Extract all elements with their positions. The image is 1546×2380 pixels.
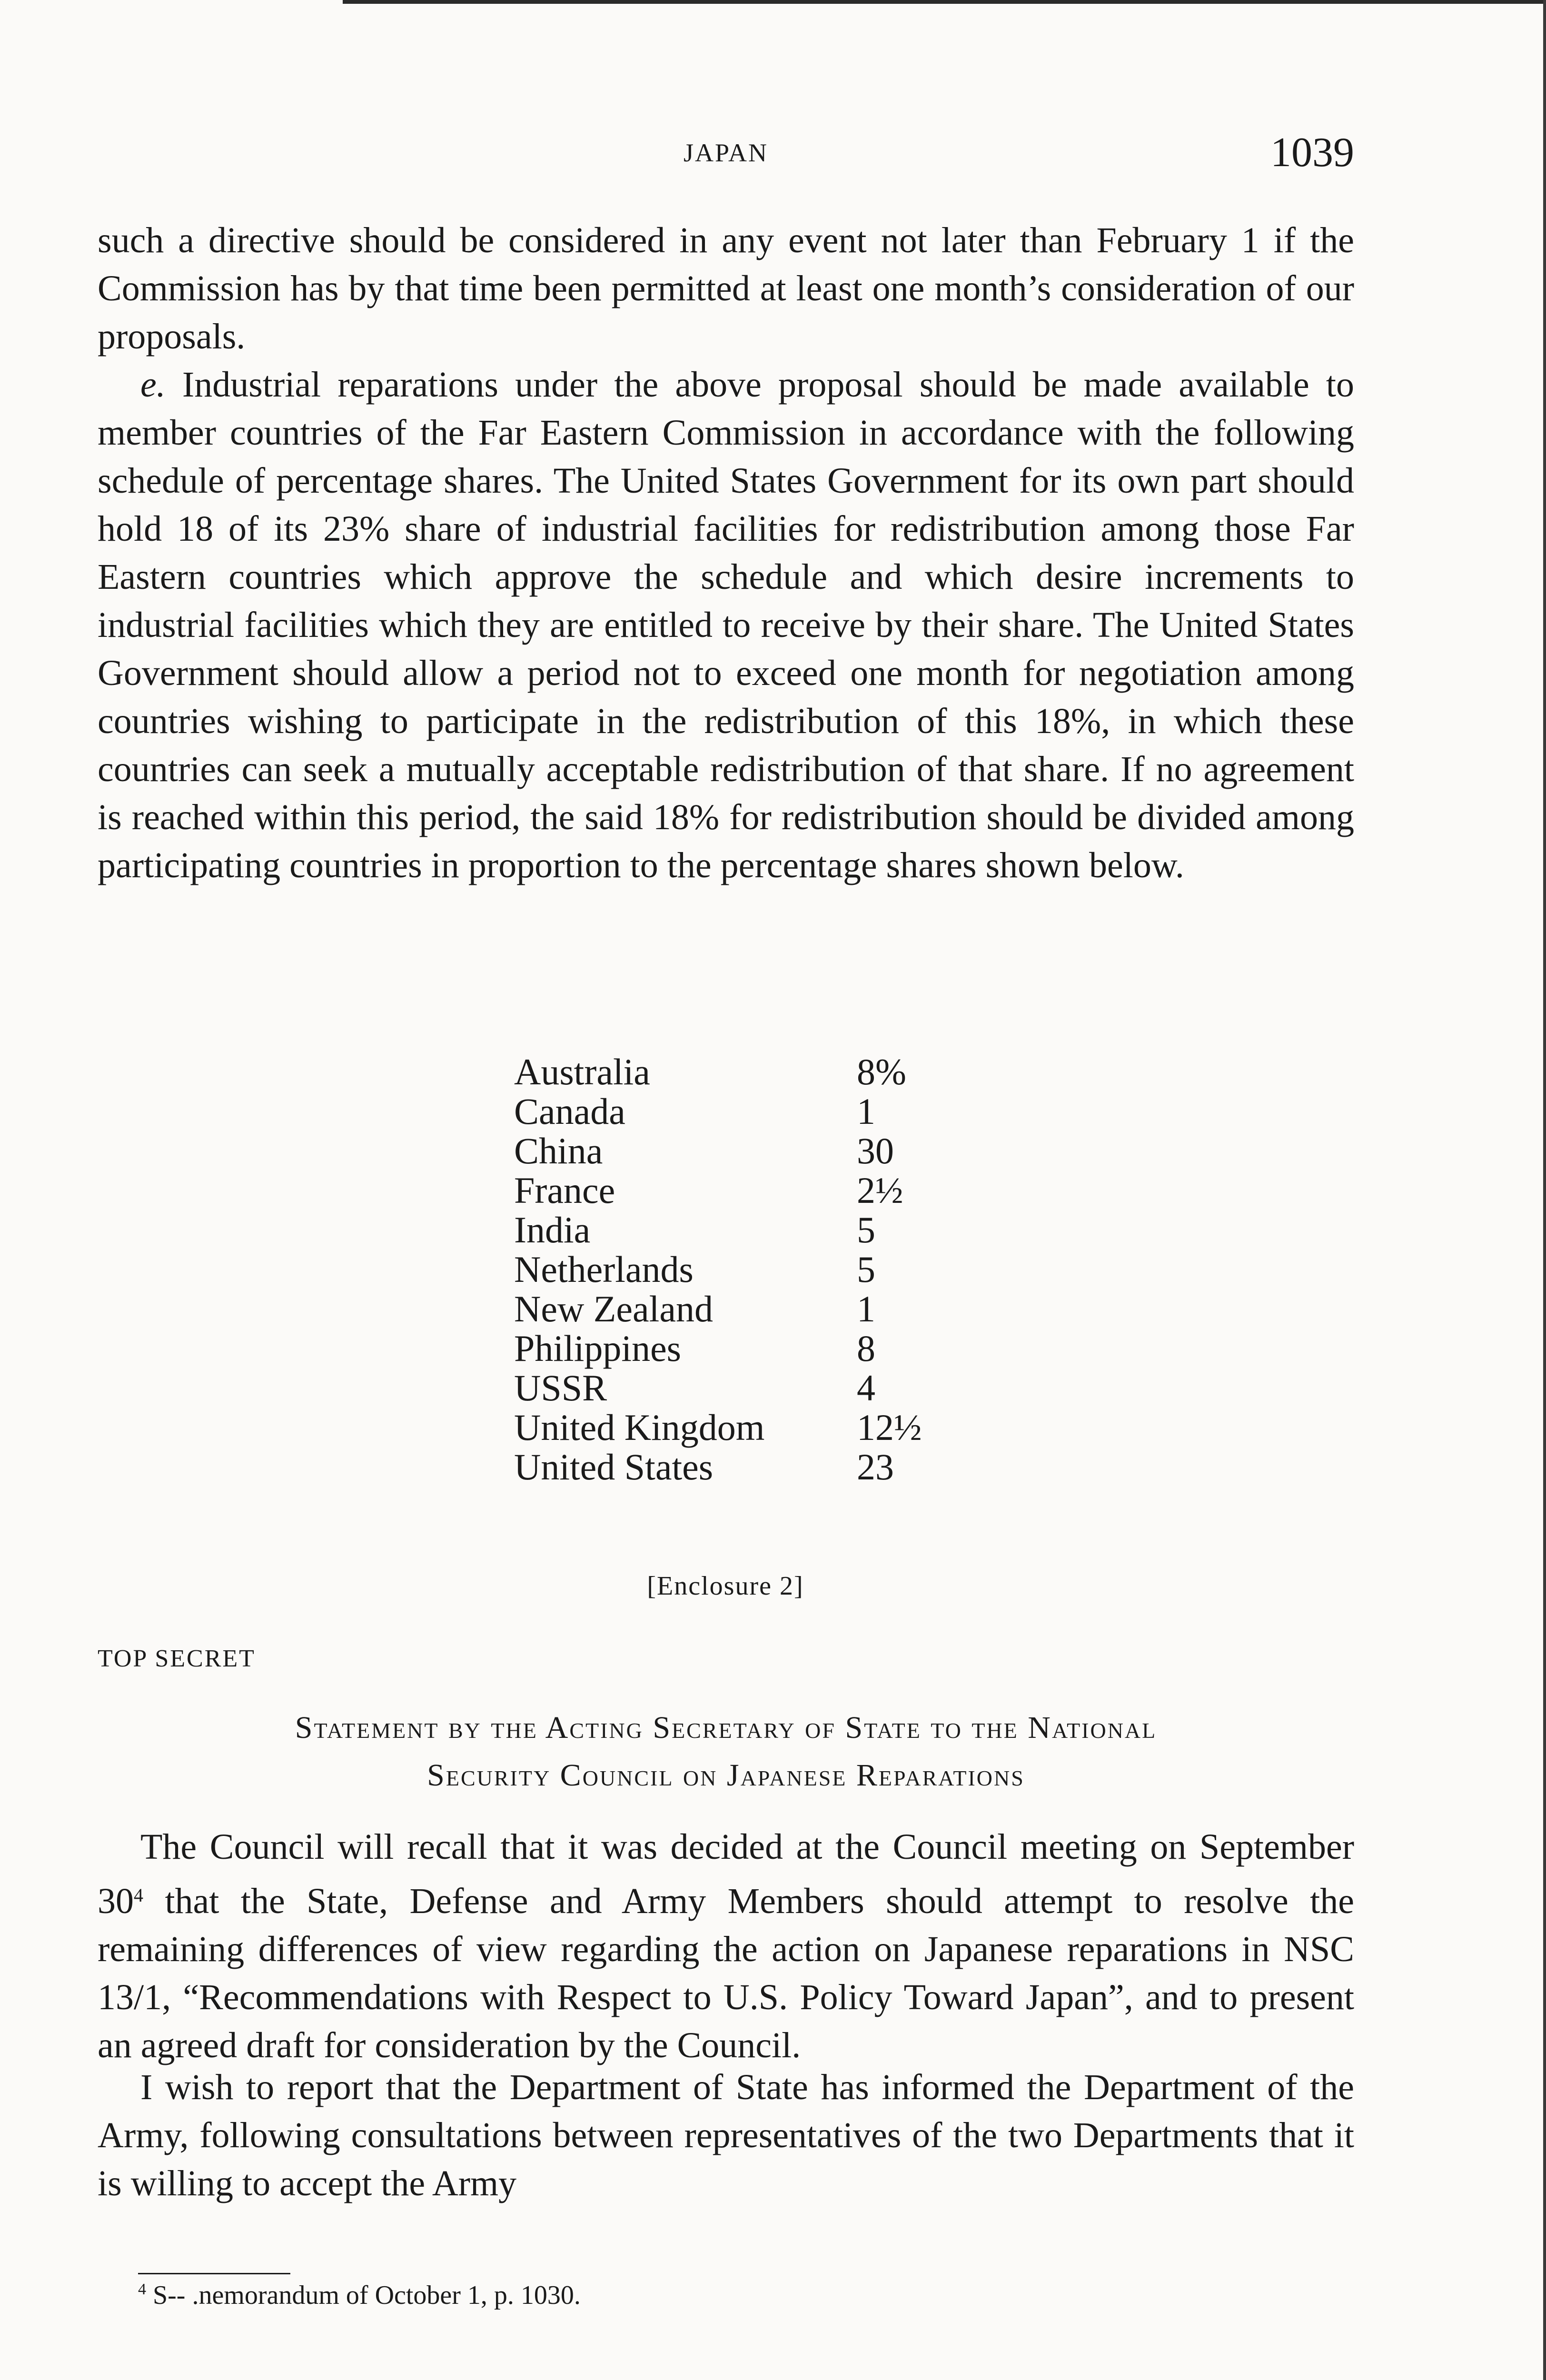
shares-table [514,1052,952,1487]
country-name: Philippines [514,1328,682,1369]
share-value: 5 [857,1209,875,1250]
country-name: Australia [514,1051,650,1092]
footnote-mark: 4 [138,2281,146,2298]
table-row [514,1091,952,1131]
table-row [514,1289,952,1329]
country-name: United States [514,1446,714,1488]
title-line-1: Statement by the Acting Secretary of State to the National [295,1710,1157,1745]
footnote-text: S‐‐ .nemorandum of October 1, p. 1030. [153,2281,581,2310]
share-value: 4 [857,1367,875,1408]
running-head: JAPAN [683,139,769,167]
footnote-divider [138,2273,290,2274]
statement-title [98,1704,1354,1799]
enclosure-heading: [Enclosure 2] [647,1571,804,1601]
share-value: 1 [857,1091,875,1132]
paragraph-report [98,2063,1354,2208]
share-value: 1 [857,1288,875,1329]
table-row [514,1052,952,1091]
table-row [514,1447,952,1487]
paragraph-body: Industrial reparations under the above proposal should be made available to member countries of the Far Eastern Commission in accordance with the following schedule of percentage shares. The United States Government for its own part should hold 18 of its 23% share of industrial facilities for redistribution among those Far Eastern countries which approve the schedule and which desire increments to industrial facilities which they are entitled to receive by their share. The United States Government should allow a period not to exceed one month for negotiation among countries wishing to participate in the redistribution of this 18%, in which these countries can seek a mutually acceptable redistribution of that share. If no agreement is reached within this period, the said 18% for redistribution should be divided among participating countries in proportion to the percentage shares shown below. [98,365,1354,885]
share-value: 23 [857,1446,894,1488]
country-name: China [514,1130,603,1171]
country-name: United Kingdom [514,1407,765,1448]
paragraph-text [98,361,1354,890]
country-name: India [514,1209,591,1250]
table-row [514,1210,952,1250]
paragraph-text: such a directive should be considered in any event not later than February 1 if the Commission has by that time been permitted at least one month’s consideration of our proposals. [98,220,1354,357]
footnote-reference[interactable]: 4 [134,1884,143,1906]
country-name: USSR [514,1367,607,1408]
table-row [514,1131,952,1170]
footnote [138,2280,581,2311]
share-value: 8% [857,1051,906,1092]
table-row [514,1170,952,1210]
country-name: Canada [514,1091,625,1132]
paragraph-continuation [98,217,1354,361]
share-value: 30 [857,1130,894,1171]
table-row [514,1408,952,1447]
paragraph-body-end: that the State, Defense and Army Members should attempt to resolve the remaining differences of view regarding the action on Japanese reparations in NSC 13/1, “Recommendations with Respect to U.S. Policy Toward Japan”, and to present an agreed draft for consideration by the Council. [98,1881,1354,2065]
table-row [514,1368,952,1408]
country-name: Netherlands [514,1249,694,1290]
table-row [514,1250,952,1289]
share-value: 5 [857,1249,875,1290]
paragraph-council-recall [98,1823,1354,2070]
paragraph-reparations [98,361,1354,890]
page-number: 1039 [1270,129,1354,176]
share-value: 2½ [857,1170,903,1211]
country-name: France [514,1170,615,1211]
paragraph-body-start: The Council will recall that it was decided at the Council meeting on September 30 [98,1827,1354,1921]
paragraph-text: I wish to report that the Department of State has informed the Department of the Army, following consultations between representatives of the two Departments that it is willing to accept the Army [98,2067,1354,2203]
table-row [514,1329,952,1368]
page-header [98,129,1354,186]
paragraph-text [98,1823,1354,2070]
scan-edge-top [343,0,1546,4]
share-value: 8 [857,1328,875,1369]
item-marker: e. [140,365,166,405]
classification-label: TOP SECRET [98,1645,256,1672]
scan-edge-right [1543,0,1546,2380]
share-value: 12½ [857,1407,922,1448]
country-name: New Zealand [514,1288,713,1329]
title-line-2: Security Council on Japanese Reparations [427,1758,1025,1793]
